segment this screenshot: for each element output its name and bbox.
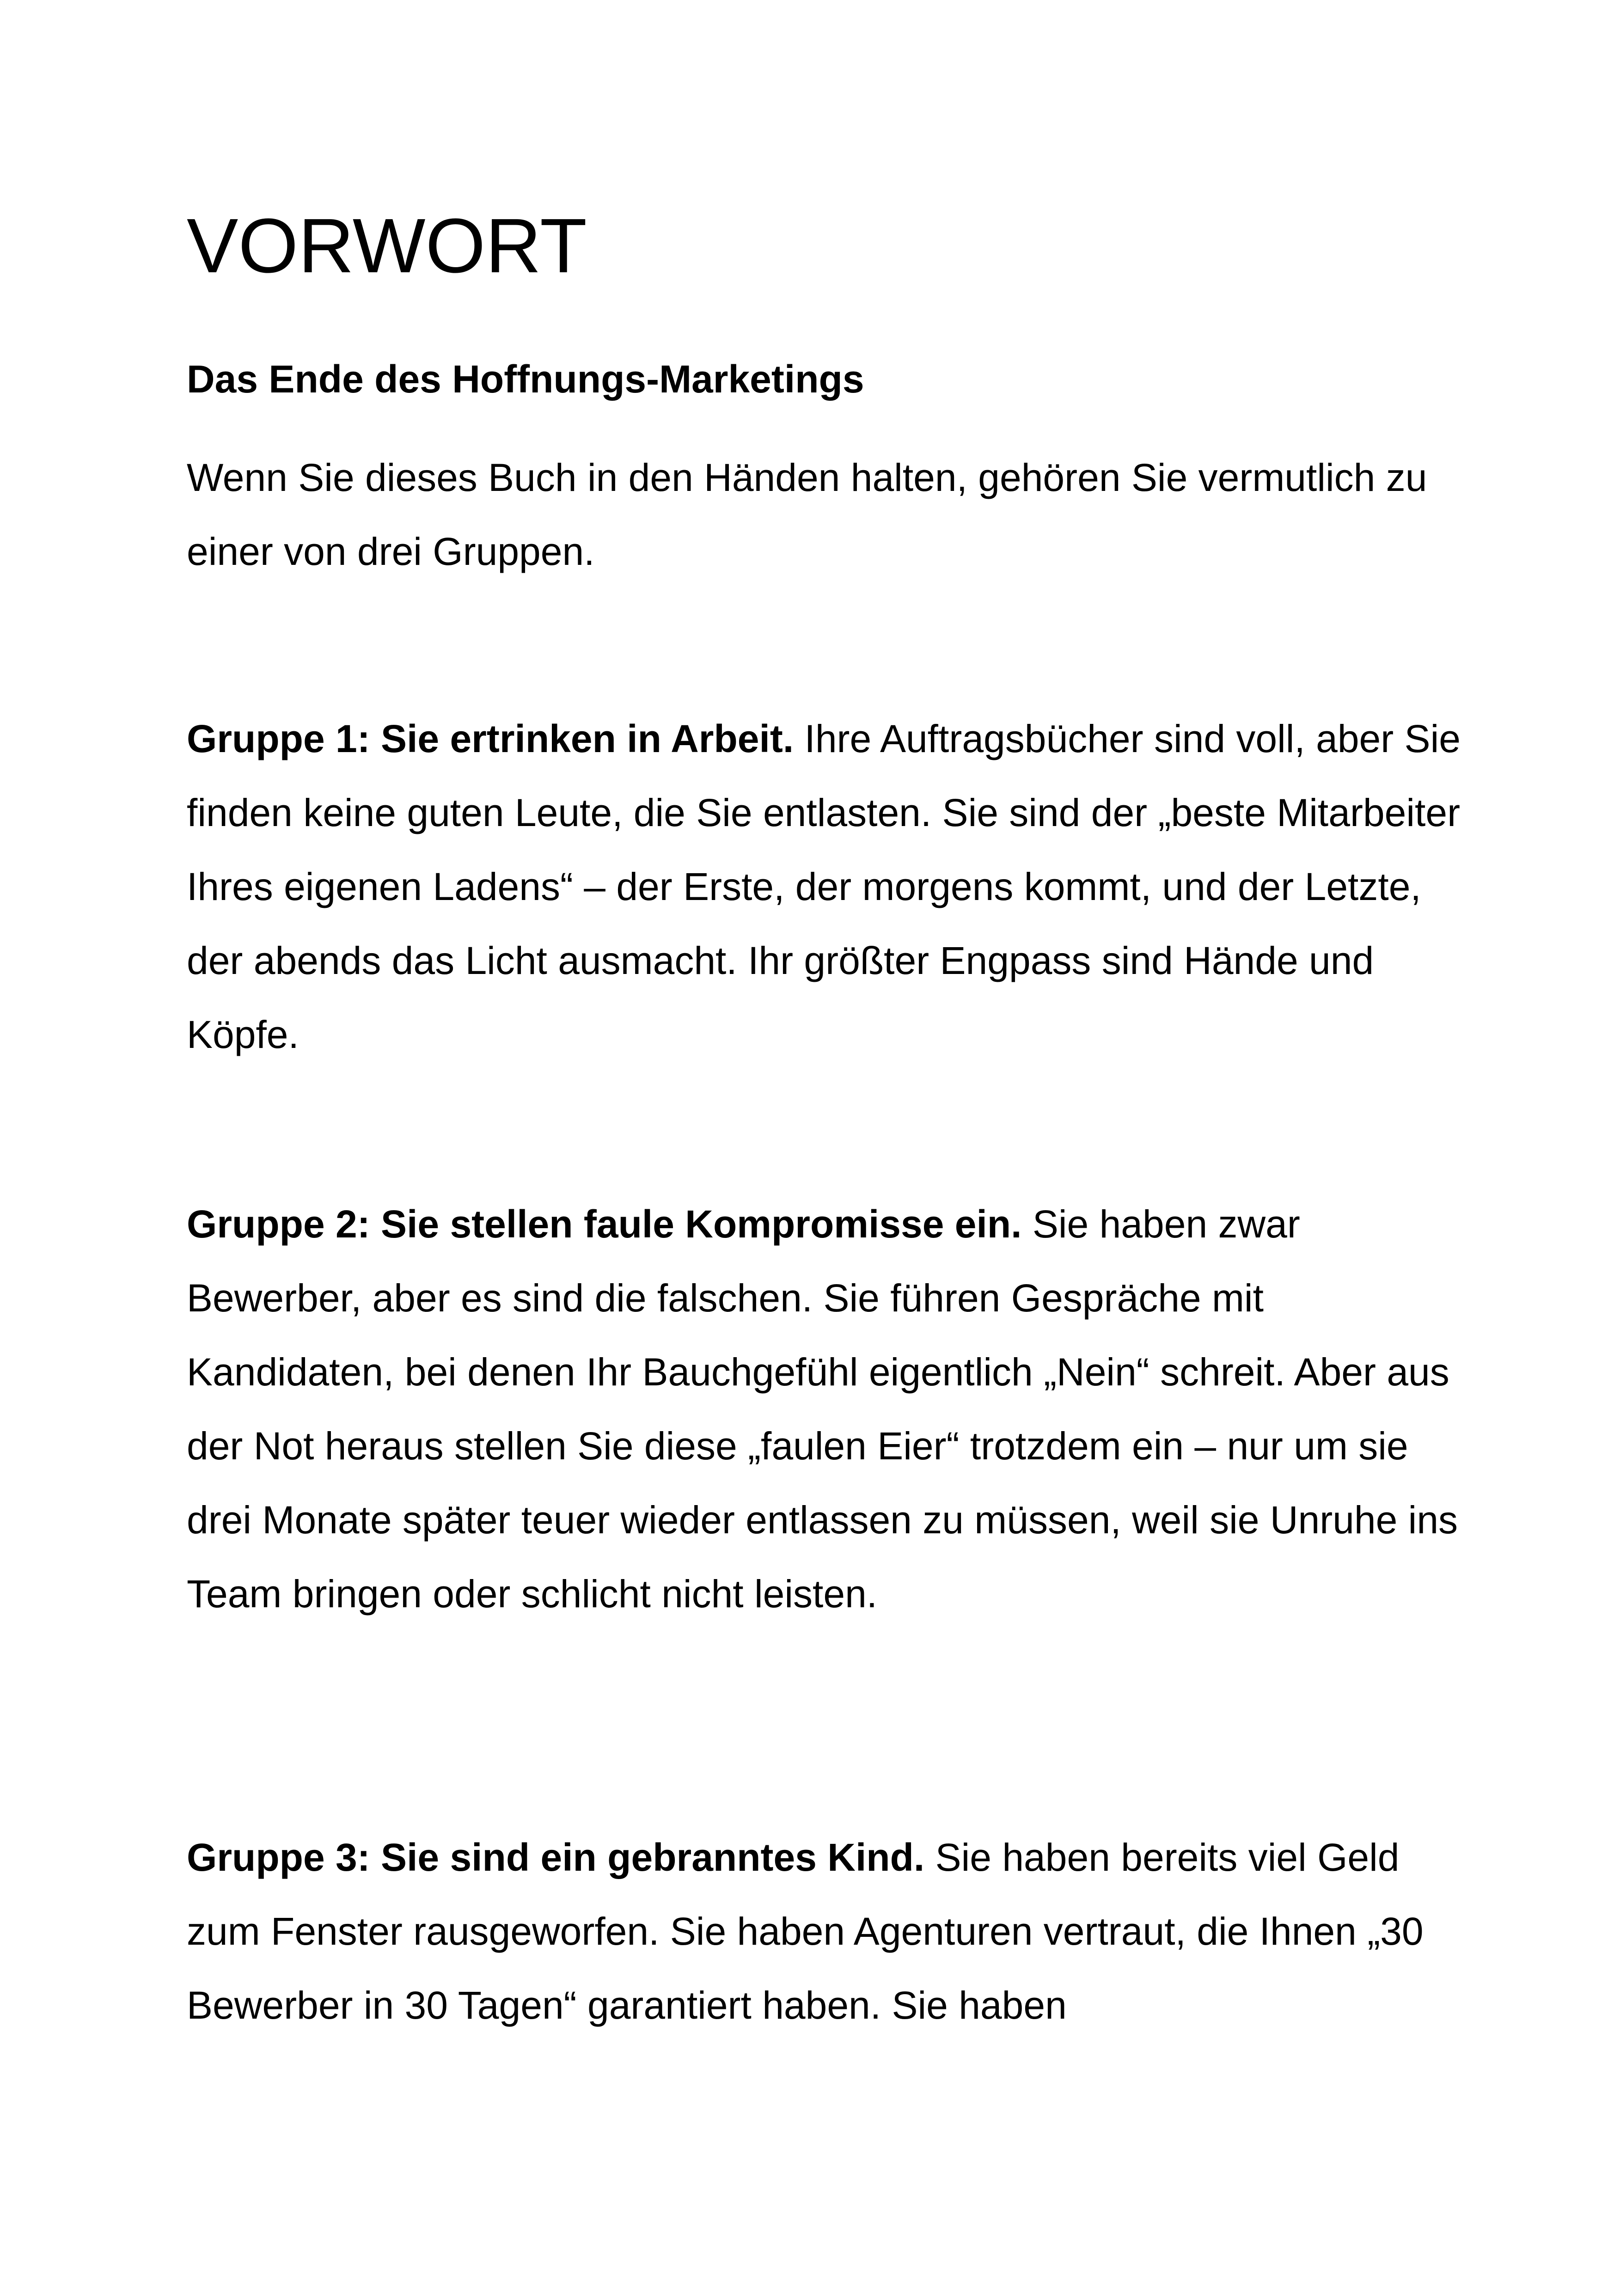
- chapter-title: VORWORT: [187, 203, 587, 289]
- group-1-paragraph: [187, 702, 1472, 1071]
- group-1-lead: Gruppe 1: Sie ertrinken in Arbeit.: [187, 717, 794, 760]
- section-heading: Das Ende des Hoffnungs-Marketings: [187, 357, 864, 401]
- group-2-lead: Gruppe 2: Sie stellen faule Kompromisse ein.: [187, 1202, 1022, 1246]
- group-1-text: Ihre Auftragsbücher sind voll, aber Sie finden keine guten Leute, die Sie entlasten. Sie sind der „beste Mitarbeiter Ihres eigenen Ladens“ – der Erste, der morgens kommt, und der Letzte, der abends das Licht ausmacht. Ihr größter Engpass sind Hände und Köpfe.: [187, 717, 1461, 1056]
- group-3-lead: Gruppe 3: Sie sind ein gebranntes Kind.: [187, 1836, 925, 1879]
- group-2-text: Sie haben zwar Bewerber, aber es sind die falschen. Sie führen Gespräche mit Kandidaten, bei denen Ihr Bauchgefühl eigentlich „Nein“ schreit. Aber aus der Not heraus stellen Sie diese „faulen Eier“ trotzdem ein – nur um sie drei Monate später teuer wieder entlassen zu müssen, weil sie Unruhe ins Team bringen oder schlicht nicht leisten.: [187, 1202, 1458, 1616]
- group-3-text: Sie haben bereits viel Geld zum Fenster rausgeworfen. Sie haben Agenturen vertraut, die Ihnen „30 Bewerber in 30 Tagen“ garantiert haben. Sie haben: [187, 1836, 1424, 2027]
- group-2-paragraph: [187, 1187, 1472, 1631]
- intro-paragraph: Wenn Sie dieses Buch in den Händen halten, gehören Sie vermutlich zu einer von drei Gruppen.: [187, 456, 1427, 573]
- group-3-paragraph: [187, 1820, 1472, 2042]
